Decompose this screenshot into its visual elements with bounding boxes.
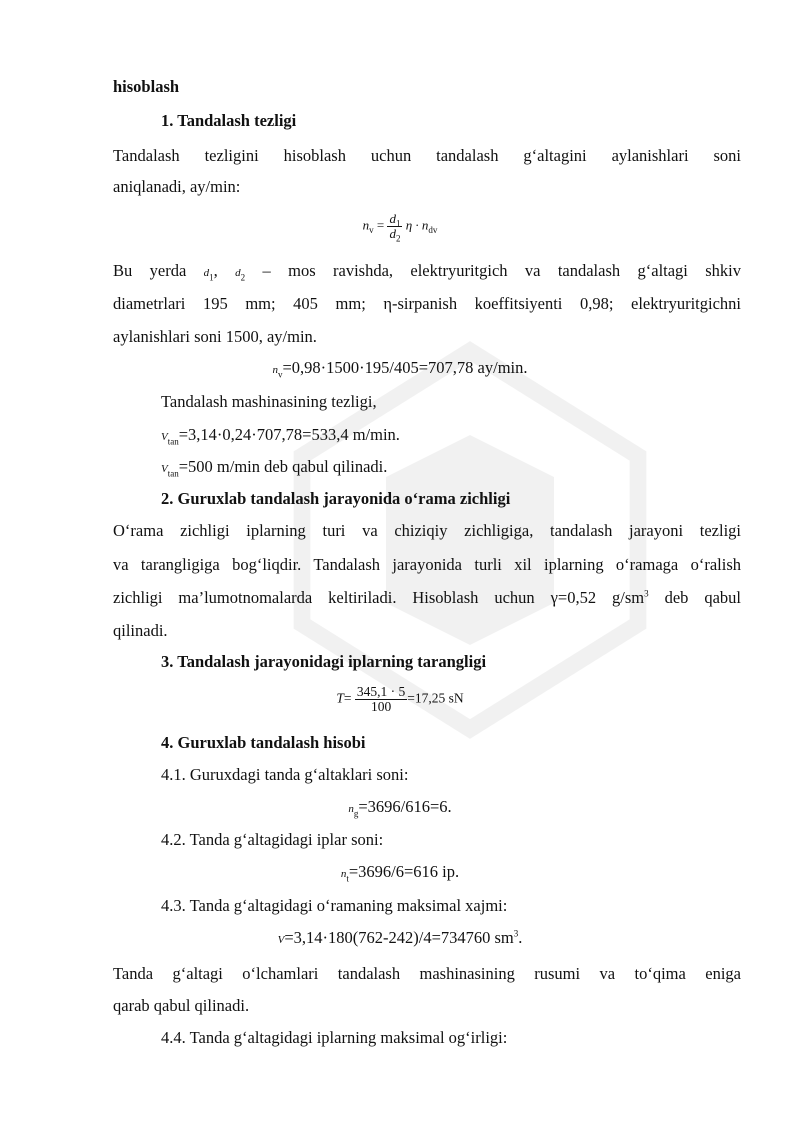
text-span: deb qabul	[648, 588, 742, 607]
calc-end: .	[518, 928, 523, 947]
calc-var: V	[161, 463, 168, 475]
subsection-4-2: 4.2. Tanda g‘altagidagi iplar soni:	[161, 830, 384, 849]
calc-ng	[0, 797, 800, 819]
calc-vtan	[161, 425, 400, 447]
formula-tension	[0, 685, 800, 714]
calc-var-sub: tan	[167, 436, 179, 447]
paragraph-line: qarab qabul qilinadi.	[113, 996, 250, 1015]
formula-rhs: =17,25 sN	[407, 690, 464, 706]
paragraph-line: Tandalash mashinasining tezligi,	[161, 392, 377, 411]
calc-text: =3,14·0,24·707,78=533,4 m/min.	[178, 425, 400, 444]
section-4-title: 4. Guruxlab tandalash hisobi	[161, 733, 366, 752]
calc-var: V	[277, 934, 285, 946]
text-span: – mos ravishda, elektryuritgich va tandalash g‘altagi shkiv	[262, 261, 742, 280]
paragraph-line: Tandalash tezligini hisoblash uchun tandalash g‘altagini aylanishlari soni	[113, 146, 741, 165]
fraction-denominator: 100	[370, 699, 392, 714]
section-3-title: 3. Tandalash jarayonidagi iplarning tarangligi	[161, 652, 487, 671]
calc-nv	[0, 358, 800, 380]
section-2-title: 2. Guruxlab tandalash jarayonida o‘rama zichligi	[161, 489, 511, 508]
fraction-numerator-sub: 1	[395, 218, 401, 229]
paragraph-line: qilinadi.	[113, 621, 168, 640]
section-1-title: 1. Tandalash tezligi	[161, 111, 297, 130]
paragraph-line	[113, 588, 741, 608]
subsection-4-3: 4.3. Tanda g‘altagidagi o‘ramaning maksimal xajmi:	[161, 896, 508, 915]
paragraph-line: aniqlanadi, ay/min:	[113, 177, 241, 196]
paragraph-line: va tarangligiga bog‘liqdir. Tandalash jarayonida turli xil iplarning o‘ramaga o‘ralish	[113, 555, 741, 574]
heading-hisoblash: hisoblash	[113, 77, 180, 96]
paragraph-line: O‘rama zichligi iplarning turi va chiziqiy zichligiga, tandalash jarayoni tezligi	[113, 521, 741, 540]
paragraph-line: aylanishlari soni 1500, ay/min.	[113, 327, 317, 346]
calc-var-sub: t	[346, 873, 349, 884]
calc-volume	[0, 928, 800, 950]
var-d1: d	[203, 267, 210, 279]
subsection-4-4: 4.4. Tanda g‘altagidagi iplarning maksimal og‘irligi:	[161, 1028, 508, 1047]
fraction-numerator: 345,1 · 5	[356, 684, 406, 699]
text-span: zichligi ma’lumotnomalarda keltiriladi. Hisoblash uchun γ=0,52 g/sm	[113, 588, 645, 607]
fraction-numerator: d	[389, 211, 396, 226]
formula-tail: η · n	[405, 217, 429, 233]
calc-var: n	[272, 364, 278, 376]
var-d2-sub: 2	[240, 272, 246, 283]
calc-var: n	[340, 868, 347, 880]
fraction-denominator: d	[389, 226, 396, 241]
formula-fraction	[387, 211, 402, 244]
formula-eq: =	[343, 690, 352, 706]
formula-nv	[0, 211, 800, 244]
calc-vtan-accepted	[161, 457, 387, 479]
formula-eq: =	[376, 217, 385, 233]
paragraph-line: Bu yerda $d_1$, $d_2$ – mos ravishda, elektryuritgich va tandalash g‘altagi shkiv	[113, 261, 742, 283]
formula-lhs-sub: v	[369, 225, 374, 236]
calc-var-sub: v	[277, 369, 283, 380]
calc-var-sub: tan	[167, 468, 179, 479]
calc-text: =0,98·1500·195/405=707,78 ay/min.	[282, 358, 528, 377]
formula-tail-sub: dv	[428, 225, 438, 236]
calc-var: V	[161, 431, 168, 443]
subsection-4-1: 4.1. Guruxdagi tanda g‘altaklari soni:	[161, 765, 409, 784]
var-d1-sub: 1	[209, 272, 214, 283]
formula-lhs: n	[362, 217, 370, 233]
superscript: 3	[513, 928, 519, 939]
paragraph-line: diametrlari 195 mm; 405 mm; η-sirpanish koeffitsiyenti 0,98; elektryuritgichni	[113, 294, 741, 313]
paragraph-line: Tanda g‘altagi o‘lchamlari tandalash mashinasining rusumi va to‘qima eniga	[113, 964, 741, 983]
text-span: Bu yerda	[113, 261, 187, 280]
calc-text: =3696/616=6.	[358, 797, 452, 816]
var-d2: d	[235, 267, 241, 279]
fraction-denominator-sub: 2	[395, 233, 401, 244]
calc-nt	[0, 862, 800, 884]
calc-text: =3,14·180(762-242)/4=734760 sm	[284, 928, 514, 947]
formula-lhs: T	[336, 690, 344, 706]
calc-text: =3696/6=616 ip.	[348, 862, 460, 881]
calc-var: n	[348, 803, 354, 815]
superscript: 3	[644, 588, 649, 599]
calc-text: =500 m/min deb qabul qilinadi.	[178, 457, 388, 476]
formula-fraction	[355, 685, 407, 714]
calc-var-sub: g	[353, 808, 359, 819]
